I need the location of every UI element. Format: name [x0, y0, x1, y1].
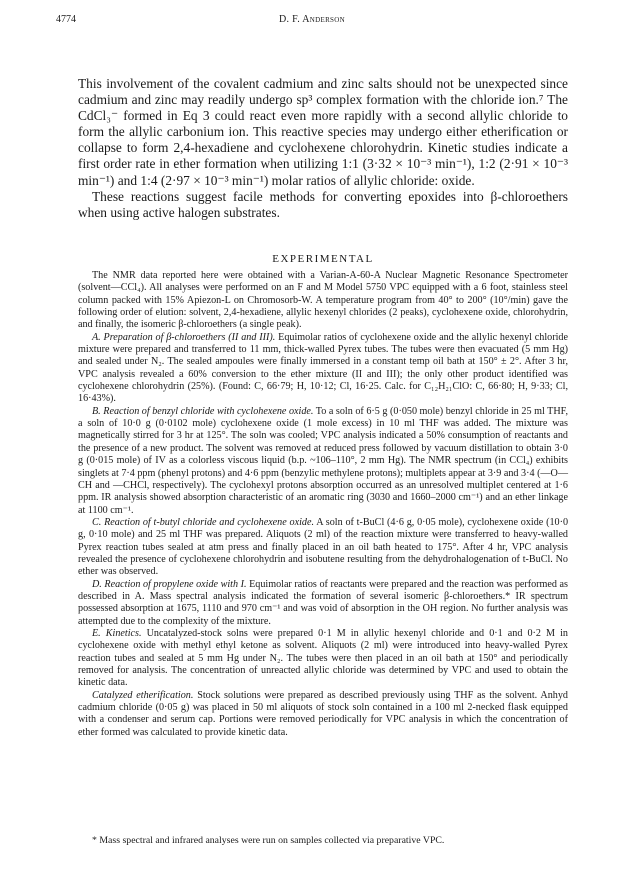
procedure-f [78, 690, 568, 739]
procedure-text: Stock solutions were prepared as described previously using THF as the solvent. Anhyd cadmium chloride (0·05 g) was placed in 50 ml aliquots of stock soln contained in a 100 ml 2-necked flask equipped with a condenser and serum cap. Portions were removed periodically for VPC analysis in which the concentration of ether formed was calculated to provide kinetic data. [78, 689, 568, 738]
procedure-c [78, 517, 568, 579]
procedure-heading: A. Preparation of β-chloroethers (II and III). [92, 331, 276, 343]
procedure-text: To a soln of 6·5 g (0·050 mole) benzyl chloride in 25 ml THF, a soln of 10·0 g (0·0102 mole) cyclohexene oxide (1 mole excess) in 10 ml THF was added. The mixture was magnetically stirred for 3 hr at 125°. The soln was cooled; VPC analysis indicated a 50% consumption of reactants and the presence of a new product. The solvent was removed at reduced press followed by vacuum distillation to obtain 3·0 g (0·015 mole) of IV as a colorless viscous liquid (b.p. ~106–110°, 2 mm Hg). The NMR spectrum (in CCl₄) exhibits singlets at 7·4 ppm (phenyl protons) and 4·6 ppm (benzylic methylene protons); multiplets appear at 3·9 and 3·4 (—O—CH and —CHCl, respectively). The cyclohexyl protons absorption occurred as an unresolved multiplet centered at 1·6 ppm. IR analysis showed absorption characteristic of an aromatic ring (3030 and 1660–2000 cm⁻¹) and an ether linkage at 1100 cm⁻¹. [78, 405, 568, 516]
page-header [56, 8, 568, 28]
discussion-paragraph: These reactions suggest facile methods for converting epoxides into β-chloroethers when using active halogen substrates. [78, 188, 568, 220]
procedure-heading: E. Kinetics. [92, 627, 142, 639]
experimental-section [78, 270, 568, 739]
procedure-heading: C. Reaction of t-butyl chloride and cyclohexene oxide. [92, 516, 314, 528]
procedure-heading: D. Reaction of propylene oxide with I. [92, 578, 247, 590]
experimental-intro: The NMR data reported here were obtained with a Varian-A-60-A Nuclear Magnetic Resonance Spectrometer (solvent—CCl₄). All analyses were performed on an F and M Model 5750 VPC equipped with a 6 foot, stainless steel column packed with 15% Apiezon-L on Chromosorb-W. A temperature program from 40° to 200° (10°/min) gave the following order of elution: solvent, 2,4-hexadiene, allylic hexenyl chlorides (2 peaks), cyclohexene oxide, chlorohydrin, and finally, the isomeric β-chloroethers (a single peak). [78, 270, 568, 331]
procedure-text: A soln of t-BuCl (4·6 g, 0·05 mole), cyclohexene oxide (10·0 g, 0·10 mole) and 25 ml THF was prepared. Aliquots (2 ml) of the reaction mixture were transferred to heavy-walled Pyrex reaction tubes sealed at atm press and finally placed in an oil bath heated to 175°. After 4 hr, VPC analysis revealed the presence of cyclohexene chlorohydrin and isobutene resulting from the dehydrohalogenation of t-BuCl. No ether was observed. [78, 516, 569, 578]
procedure-heading: B. Reaction of benzyl chloride with cyclohexene oxide. [92, 405, 314, 417]
section-title: EXPERIMENTAL [272, 253, 374, 265]
procedure-d [78, 579, 568, 628]
running-head: D. F. Anderson [279, 14, 345, 25]
procedure-text: Uncatalyzed-stock solns were prepared 0·1 M in allylic hexenyl chloride and 0·1 and 0·2 M in cyclohexene oxide with methyl ethyl ketone as solvent. Aliquots (2 ml) were introduced into heavy-walled Pyrex reaction tubes and sealed at 5 mm Hg under N₂. The tubes were then placed in an oil bath at 150° and periodically removed for analysis. The concentration of unreacted allylic chloride was determined by VPC and used to obtain the kinetic data. [78, 627, 568, 689]
procedure-b [78, 406, 568, 517]
procedure-heading: Catalyzed etherification. [92, 689, 194, 701]
procedure-text: Equimolar ratios of reactants were prepared and the reaction was performed as described in A. Mass spectral analysis indicated the formation of several isomeric β-chloroethers.* IR spectrum possessed absorption at 1675, 1110 and 970 cm⁻¹ and was void of absorption in the OH region. No further analysis was attempted due to the complexity of the mixture. [78, 578, 568, 627]
page-number: 4774 [56, 14, 76, 25]
procedure-a [78, 332, 568, 406]
footnote: * Mass spectral and infrared analyses were run on samples collected via preparative VPC. [92, 835, 445, 846]
procedure-text: Equimolar ratios of cyclohexene oxide and the allylic hexenyl chloride mixture were prepared and transferred to 11 mm, thick-walled Pyrex tubes. The tubes were then evacuated (5 mm Hg) and sealed under N₂. The sealed ampoules were finally immersed in a constant temp oil bath at 150° ± 2°. After 3 hr, VPC analysis revealed a 60% conversion to the ether mixture (II and III); the only other product identified was cyclohexene chlorohydrin (25%). (Found: C, 66·79; H, 10·12; Cl, 16·25. Calc. for C₁₂H₂₁ClO: C, 66·80; H, 9·33; Cl, 16·43%). [78, 331, 568, 405]
discussion-paragraph: This involvement of the covalent cadmium and zinc salts should not be unexpected since cadmium and zinc may readily undergo sp³ complex formation with the chloride ion.⁷ The CdCl₃⁻ formed in Eq 3 could react even more rapidly with a second allylic chloride to form the allylic carbonium ion. This reactive species may undergo either etherification or collapse to form 2,4-hexadiene and cyclohexene chlorohydrin. Kinetic studies indicate a first order rate in ether formation when utilizing 1:1 (3·32 × 10⁻³ min⁻¹), 1:2 (2·91 × 10⁻³ min⁻¹) and 1:4 (2·97 × 10⁻³ min⁻¹) molar ratios of allylic chloride: oxide. [78, 76, 568, 188]
procedure-e [78, 628, 568, 690]
discussion-text [78, 76, 568, 221]
